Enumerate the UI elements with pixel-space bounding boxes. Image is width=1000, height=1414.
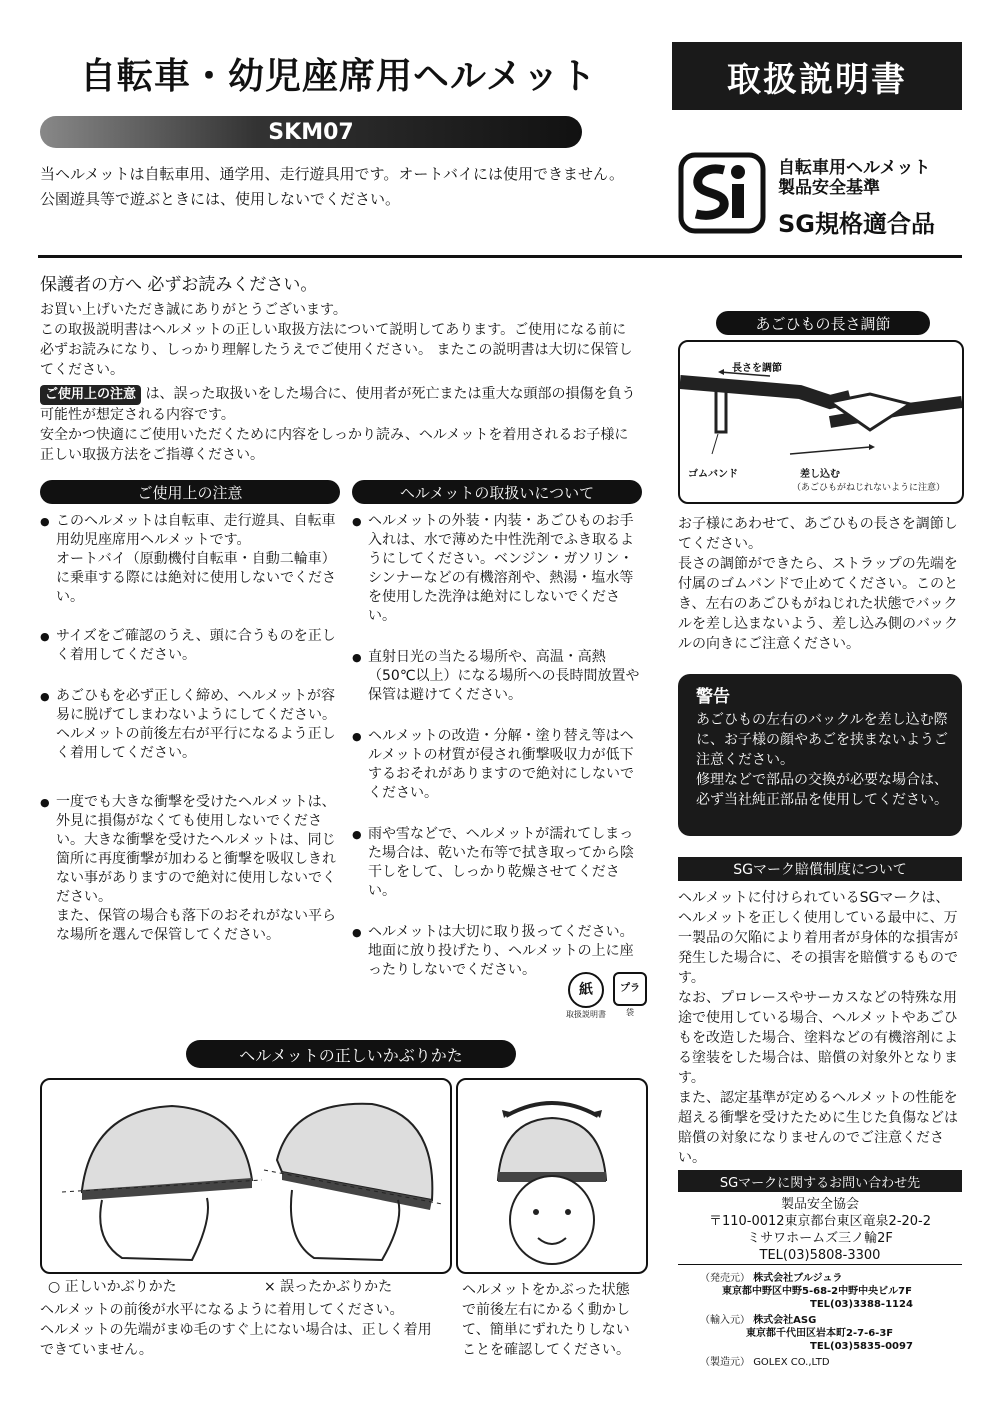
guardian-p1: お買い上げいただき誠にありがとうございます。 [40,302,347,318]
sg-line-2: 製品安全基準 [778,178,880,198]
chinstrap-text: お子様にあわせて、あごひもの長さを調節してください。 長さの調節ができたら、ストラップの先端を付属のゴムバンドで止めてください。このとき、左右のあごひもがねじれた状態でバックルを差し込まないよう、差し込み側のバックルの向きにご注意ください。 [678,516,958,652]
company-name: 株式会社ASG [753,1315,817,1326]
sg-contact-info [678,1196,962,1264]
handling-list [352,512,644,980]
divider [38,255,962,258]
guardian-p2: この取扱説明書はヘルメットの正しい取扱方法について説明してあります。ご使用になる前に必ずお読みになり、しっかり理解したうえでご使用ください。 またこの説明書は大切に保管してください。 [40,322,633,378]
plastic-recycle-icon: プラ [613,972,647,1006]
caution-item-4: ● 一度でも大きな衝撃を受けたヘルメットは、外見に損傷がなくても使用しないでください。大きな衝撃を受けたヘルメットは、同じ箇所に再度衝撃が加わると衝撃を吸収しきれない事がありますので絶対に使用しないでください。 また、保管の場合も落下のおそれがない平らな場所を選んで保管してください。 [40,793,340,945]
contact-line-3: ミサワホームズ三ノ輪2F [747,1231,893,1246]
helmet-front-view-icon [458,1080,646,1272]
label-adjust-length: 長さを調節 [732,363,782,374]
paper-recycle-mark [566,972,606,1021]
manual-label: 取扱説明書 [672,42,962,110]
wearing-side-panel [40,1078,452,1274]
sg-line-1: 自転車用ヘルメット [778,158,931,178]
handling-heading: ヘルメットの取扱いについて [352,480,642,504]
intro-line-1: 当ヘルメットは自転車用、通学用、走行遊具用です。オートバイには使用できません。 [40,165,624,183]
company-role: （輸入元） [700,1315,750,1326]
caution-item-3: ● あごひもを必ず正しく締め、ヘルメットが容易に脱げてしまわないようにしてください。ヘルメットの前後左右が平行になるよう正しく着用してください。 [40,687,340,763]
company-role: （発売元） [700,1273,750,1284]
label-insert-note: （あごひもがねじれないように注意） [792,483,946,493]
sg-compliant-text: SG規格適合品 [778,210,935,238]
wearing-left-text: ヘルメットの前後が水平になるように着用してください。 ヘルメットの先端がまゆ毛のすぐ上にない場合は、正しく着用できていません。 [40,1302,432,1358]
warning-box [678,674,962,836]
wearing-heading: ヘルメットの正しいかぶりかた [186,1040,516,1068]
sg-compensation-body: ヘルメットに付けられているSGマークは、ヘルメットを正しく使用している最中に、万一製品の欠陥により着用者が身体的な損害が発生した場合に、その損害を賠償するものです。 なお、プロレースやサーカスなどの特殊な用途で使用している場合、ヘルメットやあごひもを改造した場合、塗料などの有機溶剤による塗装をした場合は、賠償の対象外となります。 また、認定基準が定めるヘルメットの性能を超える衝撃を受けたために生じた負傷などは賠償の対象になりませんのでご注意ください。 [678,890,958,1166]
chinstrap-heading: あごひもの長さ調節 [716,311,930,335]
cautions-heading: ご使用上の注意 [40,480,340,504]
guardian-p4: 安全かつ快適にご使用いただくために内容をしっかり読み、ヘルメットを着用されるお子様に正しい取扱方法をご指導ください。 [40,427,629,463]
company-tel: TEL(03)3388-1124 [810,1299,913,1310]
label-insert: 差し込む [800,469,840,480]
guardian-heading: 保護者の方へ 必ずお読みください。 [40,275,318,295]
cautions-list [40,512,340,945]
helmet-side-view-icon [42,1080,450,1272]
contact-line-4: TEL(03)5808-3300 [759,1248,881,1263]
company-address: 東京都中野区中野5-68-2中野中央ビル7F [722,1286,912,1297]
guardian-p3: は、誤った取扱いをした場合に、使用者が死亡または重大な頭部の損傷を負う可能性が想定される内容です。 [40,386,636,423]
handling-item-2: ● 直射日光の当たる場所や、高温・高熱（50℃以上）になる場所への長時間放置や保管は避けてください。 [352,648,644,705]
company-name: 株式会社ブルジュラ [753,1273,843,1284]
handling-item-3: ● ヘルメットの改造・分解・塗り替え等はヘルメットの材質が侵され衝撃吸収力が低下するおそれがありますので絶対にしないでください。 [352,727,644,803]
contact-line-1: 製品安全協会 [780,1197,859,1212]
wearing-right-text: ヘルメットをかぶった状態で前後左右にかるく動かして、簡単にずれたりしないことを確認してください。 [462,1282,630,1358]
caution-tag: ご使用上の注意 [40,385,141,405]
company-name: GOLEX CO.,LTD [753,1357,830,1368]
warning-title: 警告 [696,687,730,707]
model-number-bar: SKM07 [40,116,582,148]
wrong-label: × 誤ったかぶりかた [264,1279,393,1295]
intro-line-2: 公園遊具等で遊ぶときには、使用しないでください。 [40,190,401,208]
sg-compensation-heading: SGマーク賠償制度について [678,857,962,881]
handling-item-4: ● 雨や雪などで、ヘルメットが濡れてしまった場合は、乾いた布等で拭き取ってから陰干しをして、しっかり乾燥させてください。 [352,825,644,901]
caution-item-2: ● サイズをご確認のうえ、頭に合うものを正しく着用してください。 [40,627,340,665]
warning-body: あごひもの左右のバックルを差し込む際に、お子様の顔やあごを挟まないようご注意ください。 修理などで部品の交換が必要な場合は、必ず当社純正部品を使用してください。 [696,712,948,808]
paper-recycle-label: 取扱説明書 [566,1010,606,1019]
intro-text [40,162,660,212]
guardian-body [40,300,640,465]
wearing-front-panel [456,1078,648,1274]
company-list [700,1272,962,1369]
company-role: （製造元） [700,1357,750,1368]
handling-item-1: ● ヘルメットの外装・内装・あごひものお手入れは、水で薄めた中性洗剤でふき取るようにしてください。ベンジン・ガソリン・シンナーなどの有機溶剤や、熱湯・塩水等を使用した洗浄は絶対にしないでください。 [352,512,644,626]
sg-mark-icon [678,152,766,234]
plastic-recycle-label: 袋 [626,1008,634,1017]
page-title: 自転車・幼児座席用ヘルメット [80,56,597,97]
chinstrap-diagram [678,340,964,504]
company-tel: TEL(03)5835-0097 [810,1341,913,1352]
correct-label: ○ 正しいかぶりかた [48,1279,177,1295]
handling-item-5: ● ヘルメットは大切に取り扱ってください。地面に放り投げたり、ヘルメットの上に座ったりしないでください。 [352,923,644,980]
paper-recycle-icon: 紙 [568,972,604,1008]
contact-line-2: 〒110-0012東京都台東区竜泉2-20-2 [708,1214,932,1229]
sg-contact-heading: SGマークに関するお問い合わせ先 [678,1170,962,1192]
contact-divider [678,1264,962,1265]
caution-item-1: ● このヘルメットは自転車、走行遊具、自転車用幼児座席用ヘルメットです。 オートバイ（原動機付自転車・自動二輪車）に乗車する際には絶対に使用しないでください。 [40,512,340,607]
label-rubber-band: ゴムバンド [688,469,738,480]
plastic-recycle-mark [612,972,648,1019]
sg-standard-text [778,158,931,198]
company-address: 東京都千代田区岩本町2-7-6-3F [746,1328,894,1339]
